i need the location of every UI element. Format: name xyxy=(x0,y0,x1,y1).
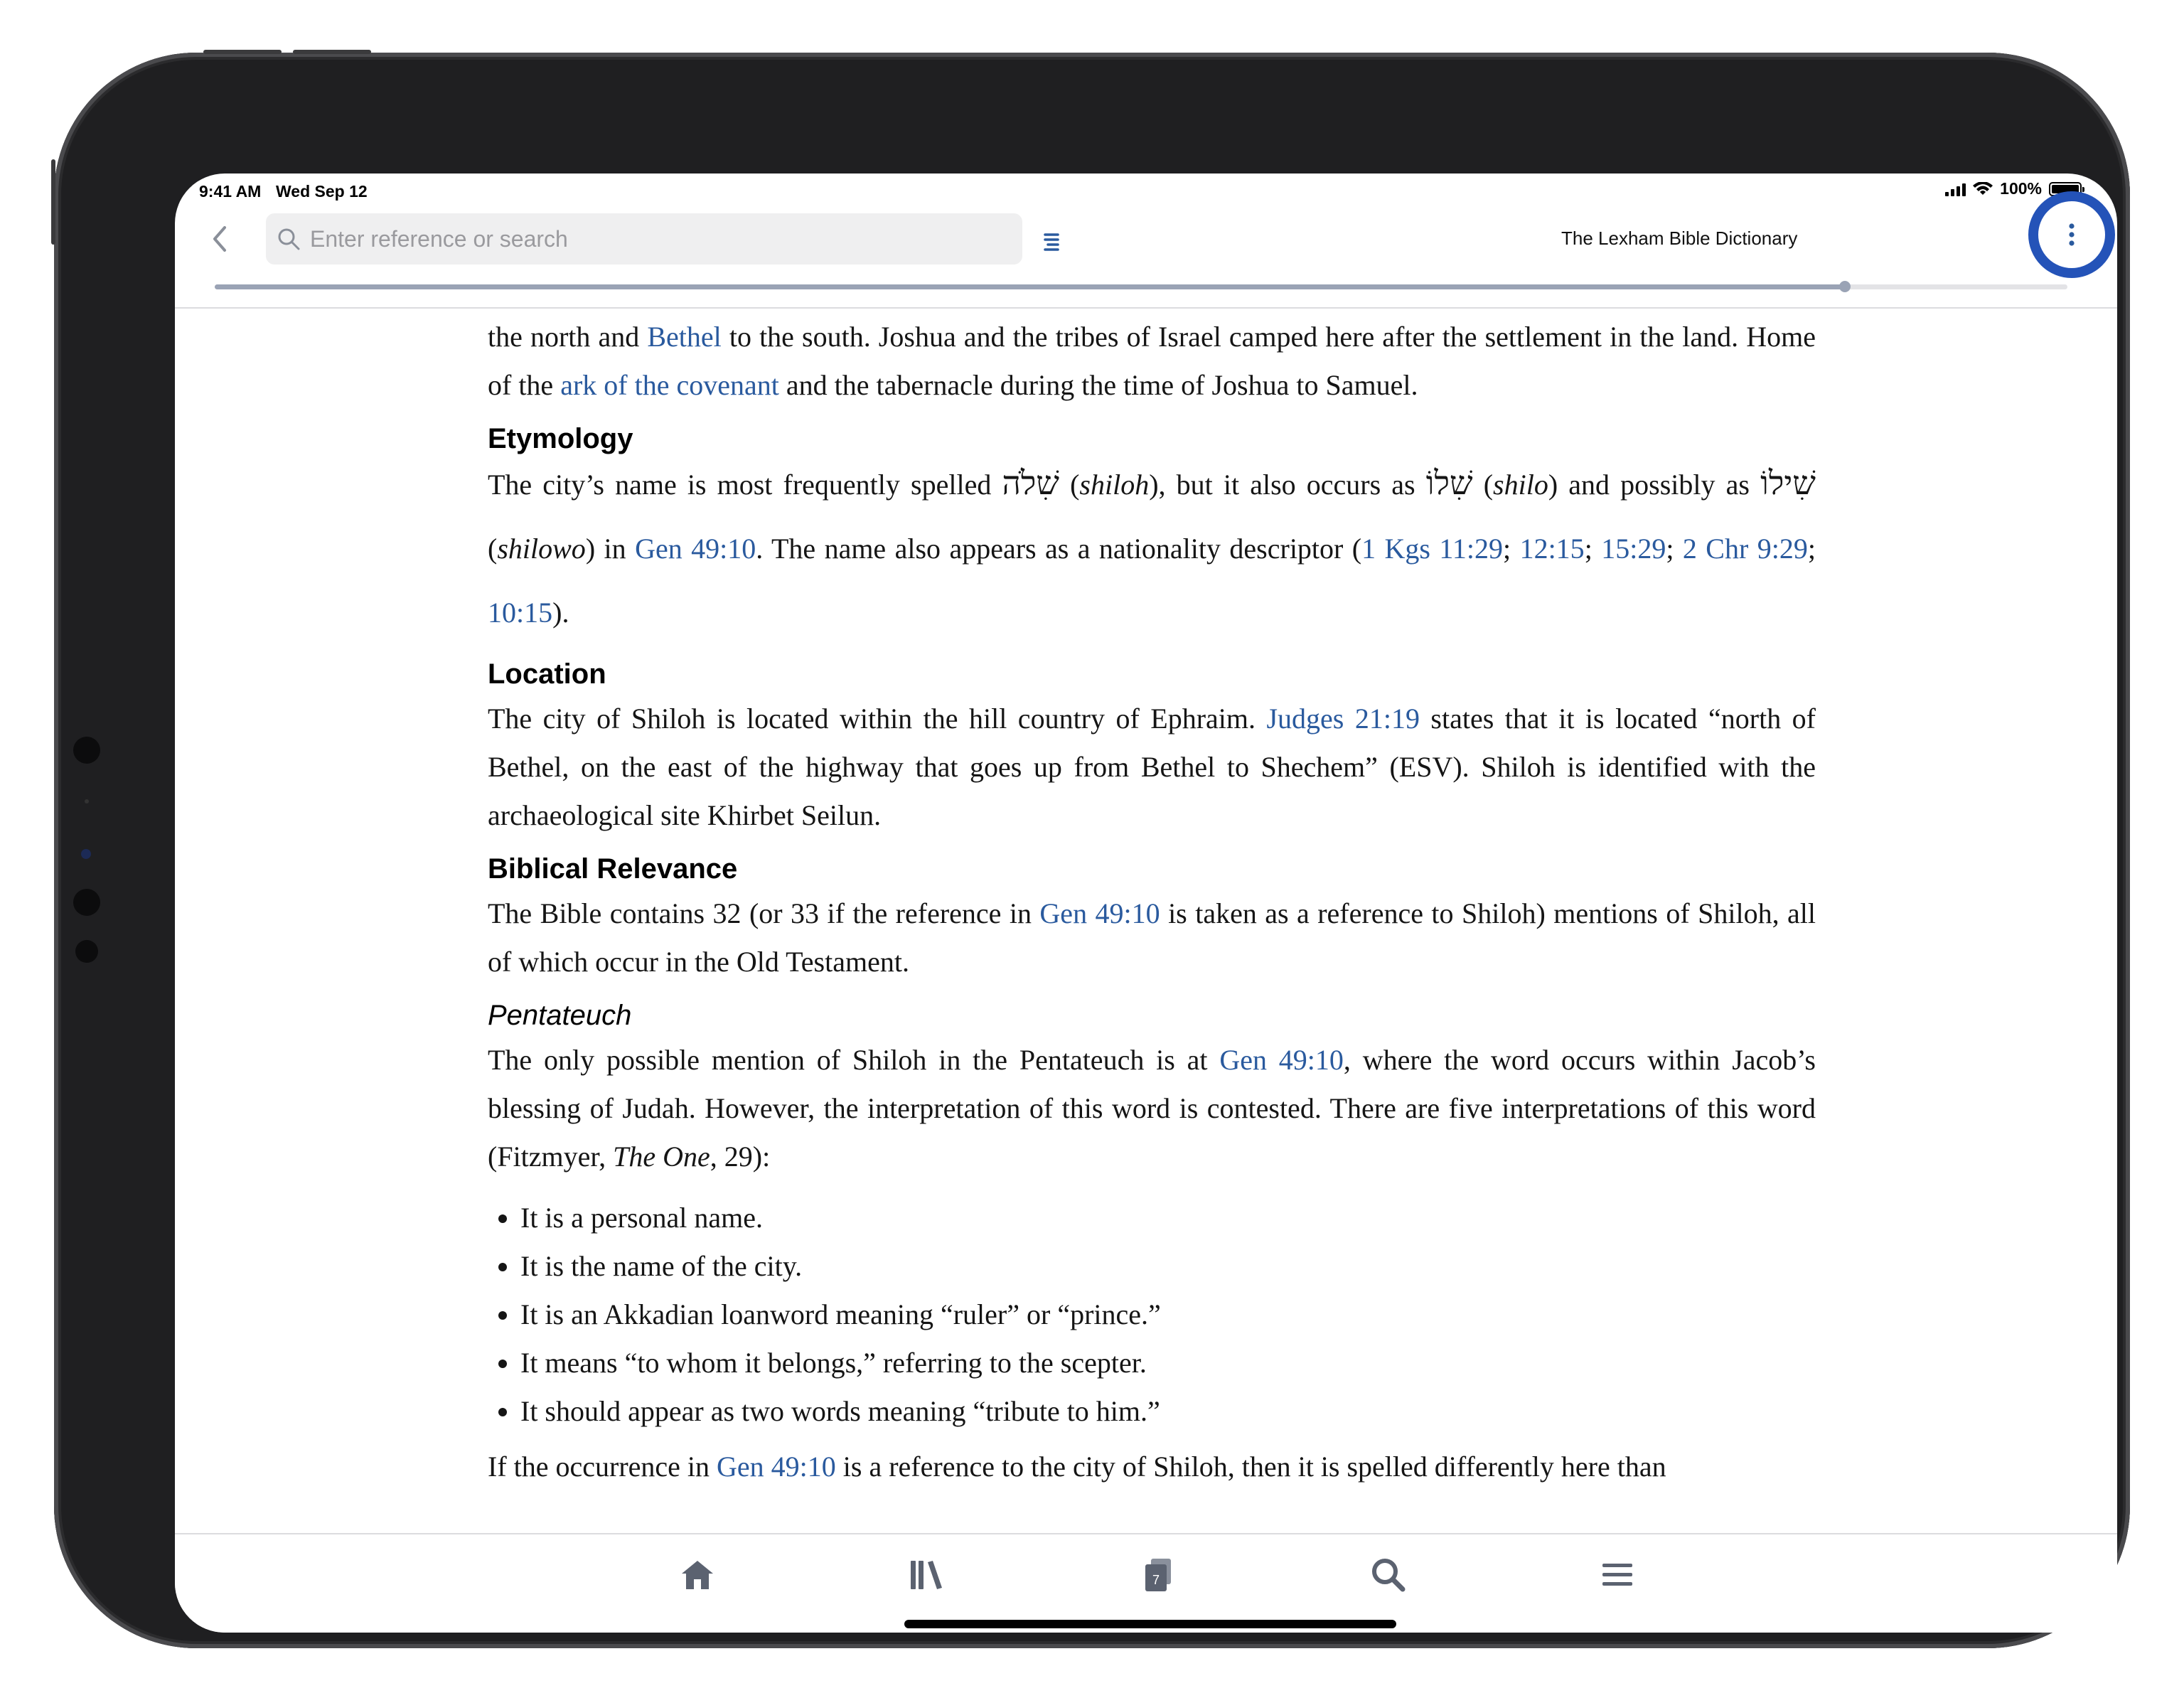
continuation-paragraph: If the occurrence in Gen 49:10 is a reference to the city of Shiloh, then it is spelled differently here than xyxy=(488,1451,1666,1483)
chevron-left-icon xyxy=(206,223,235,255)
pentateuch-heading: Pentateuch xyxy=(488,1000,632,1031)
sensor-dot xyxy=(85,799,89,803)
list-item: • It is an Akkadian loanword meaning “ruler” or “prince.” xyxy=(520,1291,1816,1339)
list-item: • It means “to whom it belongs,” referring to the scepter. xyxy=(520,1339,1816,1387)
link-12-15[interactable]: 12:15 xyxy=(1519,533,1585,565)
hebrew-word: שִׁלֹה xyxy=(1002,464,1059,502)
link-bethel[interactable]: Bethel xyxy=(647,321,722,353)
documents-count: 7 xyxy=(1152,1573,1160,1587)
link-10-15[interactable]: 10:15 xyxy=(488,597,553,629)
volume-button xyxy=(293,50,371,54)
ipad-frame xyxy=(54,53,2130,1648)
biblical-relevance-paragraph: The Bible contains 32 (or 33 if the reference in Gen 49:10 is taken as a reference to Shiloh) mentions of Shiloh, all of which occur in the Old Testament. xyxy=(488,897,1816,978)
citation-title: The One xyxy=(613,1141,710,1173)
hebrew-word: שִׁילוֹ xyxy=(1760,464,1816,502)
reading-progress-handle[interactable] xyxy=(1839,281,1851,292)
link-gen-49-10[interactable]: Gen 49:10 xyxy=(635,533,756,565)
intro-paragraph: the north and Bethel to the south. Joshua and the tribes of Israel camped here after the settlement in the land. Home of the ark of the covenant and the tabernacle during the time of Joshua to Samuel. xyxy=(488,321,1816,401)
reading-progress-bar[interactable] xyxy=(215,284,2067,289)
menu-icon xyxy=(1600,1559,1635,1591)
link-gen-49-10[interactable]: Gen 49:10 xyxy=(1219,1044,1344,1076)
tab-bar xyxy=(175,1533,2117,1633)
list-item: • It is a personal name. xyxy=(520,1194,1816,1242)
home-icon xyxy=(679,1556,716,1593)
power-button xyxy=(51,159,55,245)
link-gen-49-10[interactable]: Gen 49:10 xyxy=(717,1451,836,1483)
link-gen-49-10[interactable]: Gen 49:10 xyxy=(1039,897,1160,929)
tab-library[interactable] xyxy=(902,1550,952,1600)
sensor-dot xyxy=(73,737,100,764)
interpretations-list xyxy=(488,1194,1816,1436)
tab-documents[interactable] xyxy=(1133,1550,1183,1600)
link-ark-of-the-covenant[interactable]: ark of the covenant xyxy=(560,369,779,401)
sensor-dot xyxy=(73,889,100,916)
link-judges-21-19[interactable]: Judges 21:19 xyxy=(1266,703,1420,735)
status-bar xyxy=(175,173,2117,209)
sensor-dot xyxy=(75,940,98,963)
status-date: Wed Sep 12 xyxy=(276,182,368,201)
reference-search-box[interactable] xyxy=(266,213,1022,265)
library-icon xyxy=(908,1556,946,1593)
resource-title[interactable] xyxy=(1383,228,2023,250)
back-button[interactable] xyxy=(206,223,242,266)
wifi-icon xyxy=(1973,182,1993,196)
tab-home[interactable] xyxy=(673,1550,722,1600)
app-screen xyxy=(175,173,2117,1633)
home-indicator[interactable] xyxy=(904,1620,1396,1628)
article-body xyxy=(488,313,1816,1633)
tab-search[interactable] xyxy=(1364,1550,1413,1600)
tab-menu[interactable] xyxy=(1592,1550,1642,1600)
location-heading: Location xyxy=(488,658,606,690)
table-of-contents-button[interactable] xyxy=(1035,226,1068,259)
biblical-relevance-heading: Biblical Relevance xyxy=(488,853,738,885)
search-icon xyxy=(1369,1556,1408,1594)
table-of-contents-icon xyxy=(1035,226,1068,259)
resource-title-text: The Lexham Bible Dictionary xyxy=(1561,228,1798,249)
etymology-heading: Etymology xyxy=(488,423,633,454)
search-input[interactable] xyxy=(309,225,951,253)
list-item: • It should appear as two words meaning “tribute to him.” xyxy=(520,1387,1816,1436)
more-options-button[interactable] xyxy=(2028,191,2115,278)
reading-progress-fill xyxy=(215,284,1845,289)
status-time: 9:41 AM xyxy=(199,182,262,201)
link-2-chr-9-29[interactable]: 2 Chr 9:29 xyxy=(1682,533,1808,565)
location-paragraph: The city of Shiloh is located within the hill country of Ephraim. Judges 21:19 states that it is located “north of Bethel, on the east of the highway that goes up from Bethel to Shechem” (ESV). Shiloh is identified with the archaeological site Khirbet Seilun. xyxy=(488,703,1816,831)
pentateuch-paragraph: The only possible mention of Shiloh in the Pentateuch is at Gen 49:10, where the word occurs within Jacob’s blessing of Judah. However, the interpretation of this word is contested. There are five interpretations of this word (Fitzmyer, The One, 29): xyxy=(488,1044,1816,1173)
camera-lens xyxy=(81,849,91,859)
link-15-29[interactable]: 15:29 xyxy=(1601,533,1666,565)
battery-percent: 100% xyxy=(2000,179,2042,198)
volume-button xyxy=(203,50,282,54)
signal-icon xyxy=(1945,182,1966,196)
search-icon xyxy=(276,226,301,252)
list-item: • It is the name of the city. xyxy=(520,1242,1816,1291)
documents-icon xyxy=(1140,1556,1177,1594)
more-vertical-icon xyxy=(2065,220,2079,249)
toolbar-divider xyxy=(175,307,2117,309)
hebrew-word: שִׁלוֹ xyxy=(1425,464,1473,502)
link-1-kgs-11-29[interactable]: 1 Kgs 11:29 xyxy=(1361,533,1504,565)
etymology-paragraph: The city’s name is most frequently spelled שִׁלֹה (shiloh), but it also occurs as שִׁלוֹ (shilo) and possibly as שִׁילוֹ (shilowo) in Gen 49:10. The name also appears as a nationality descriptor (1 Kgs 11:29; 12:15; 15:29; 2 Chr 9:29; 10:15). xyxy=(488,464,1816,629)
